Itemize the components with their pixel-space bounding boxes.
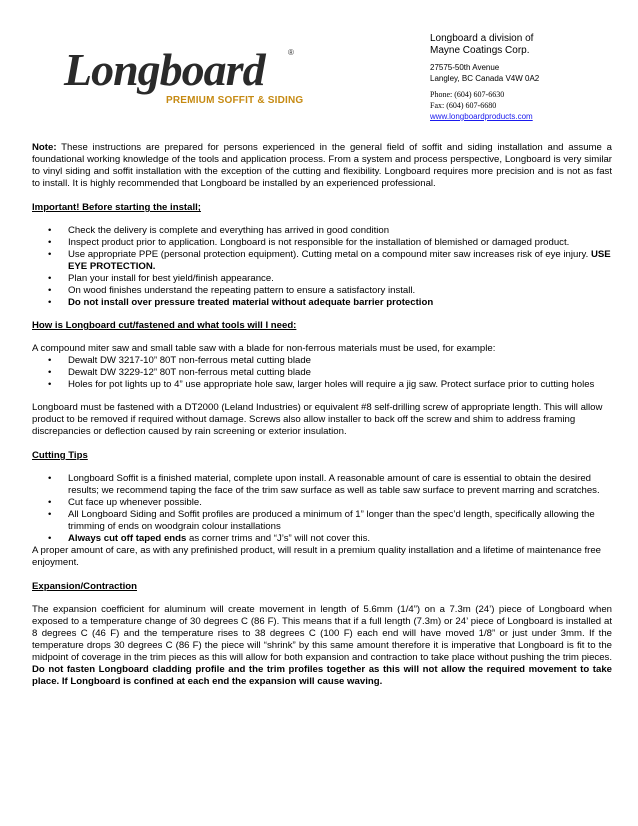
registered-mark: ® [288,48,294,57]
list-item: • Use appropriate PPE (personal protection equipment). Cutting metal on a compound miter saw increases risk of eye injury. USE EYE PROTECTION. [32,249,612,273]
expansion-paragraph: The expansion coefficient for aluminum will create movement in length of 5.6mm (1/4”) on a 7.3m (24’) piece of Longboard when exposed to a temperature change of 30 degrees C (86 F). This means that if a full length (7.3m) or 24’ piece of Longboard is installed at 8 degrees C (46 F) and the temperature rises to 38 degrees C (100 F) each end will have moved 1/8” or just under 3mm. If the temperature drops 30 degrees C (86 F) the piece will “shrink” by this same amount therefore it is imperative that Longboard is fit to the midpoint of coverage in the trim pieces as this will allow for both expansion and contraction to take place without pushing the trim pieces. Do not fasten Longboard cladding profile and the trim profiles together as this will not allow the required movement to take place. If Longboard is confined at each end the expansion will cause waving. [32,604,612,687]
list-item: • Always cut off taped ends as corner trims and “J’s” will not cover this. [32,533,612,545]
care-paragraph: A proper amount of care, as with any prefinished product, will result in a premium quality installation and a lifetime of maintenance free enjoyment. [32,545,601,568]
eye-protection-warning: USE EYE PROTECTION. [68,249,611,272]
note-text: These instructions are prepared for persons experienced in the general field of soffit and siding installation and assume a foundational working knowledge of the tools and application process. From a system and process perspective, Longboard is very similar to vinyl siding and soffit installation with the exception of the cutting and flexibility. Longboard requires more precision and is not as fast to install. It is highly recommended that Longboard be installed by an experienced professional. [32,142,612,189]
cutting-heading: Cutting Tips [32,450,88,461]
list-item: • Cut face up whenever possible. [32,497,612,509]
list-item: • Do not install over pressure treated material without adequate barrier protection [32,297,612,309]
street-address: 27575-50th Avenue [430,63,500,72]
fastening-paragraph: Longboard must be fastened with a DT2000 (Leland Industries) or equivalent #8 self-drilling screw of appropriate length. This will allow product to be removed if required without damage. Screws also allow installer to back off the screw and shim to address framing discrepancies or deflection caused by rain screening or exterior insulation. [32,402,603,437]
document-body [32,142,612,700]
list-item: • Dewalt DW 3229-12” 80T non-ferrous metal cutting blade [32,367,612,379]
tools-list [32,355,612,391]
phone-number: Phone: (604) 607-6630 [430,90,505,99]
cutting-list [32,473,612,545]
list-item: • On wood finishes understand the repeating pattern to ensure a satisfactory install. [32,285,612,297]
tools-heading: How is Longboard cut/fastened and what tools will I need: [32,320,297,331]
company-address [430,33,630,122]
important-heading: Important! Before starting the install; [32,202,201,213]
list-item: • Inspect product prior to application. Longboard is not responsible for the installation of blemished or damaged product. [32,237,612,249]
fax-number: Fax: (604) 607-6680 [430,101,497,110]
expansion-heading: Expansion/Contraction [32,581,138,592]
logo-wordmark: Longboard [64,44,265,95]
list-item: • Longboard Soffit is a finished material, complete upon install. A reasonable amount of care is essential to obtain the desired results; we recommend taping the face of the trim saw surface as well as table saw surface to prevent marring and scratches. [32,473,612,497]
city-address: Langley, BC Canada V4W 0A2 [430,74,540,83]
website-link[interactable]: www.longboardproducts.com [430,112,533,121]
important-list [32,225,612,309]
logo-tagline: PREMIUM SOFFIT & SIDING [166,95,304,106]
note-paragraph [32,142,612,190]
list-item: • All Longboard Siding and Soffit profiles are produced a minimum of 1” longer than the spec’d length, specifically allowing the trimming of ends on woodgrain colour installations [32,509,612,533]
longboard-logo [62,44,302,112]
note-label: Note: [32,142,57,153]
list-item: • Holes for pot lights up to 4” use appropriate hole saw, larger holes will require a jig saw. Protect surface prior to cutting holes [32,379,612,391]
tools-intro: A compound miter saw and small table saw with a blade for non-ferrous materials must be used, for example: [32,343,496,354]
list-item: • Check the delivery is complete and everything has arrived in good condition [32,225,612,237]
fastening-warning: Do not fasten Longboard cladding profile and the trim profiles together as this will not allow the required movement to take place. If Longboard is confined at each end the expansion will cause waving. [32,664,612,687]
company-line2: Mayne Coatings Corp. [430,45,530,56]
list-item: • Dewalt DW 3217-10” 80T non-ferrous metal cutting blade [32,355,612,367]
company-line1: Longboard a division of [430,33,534,44]
list-item: • Plan your install for best yield/finish appearance. [32,273,612,285]
